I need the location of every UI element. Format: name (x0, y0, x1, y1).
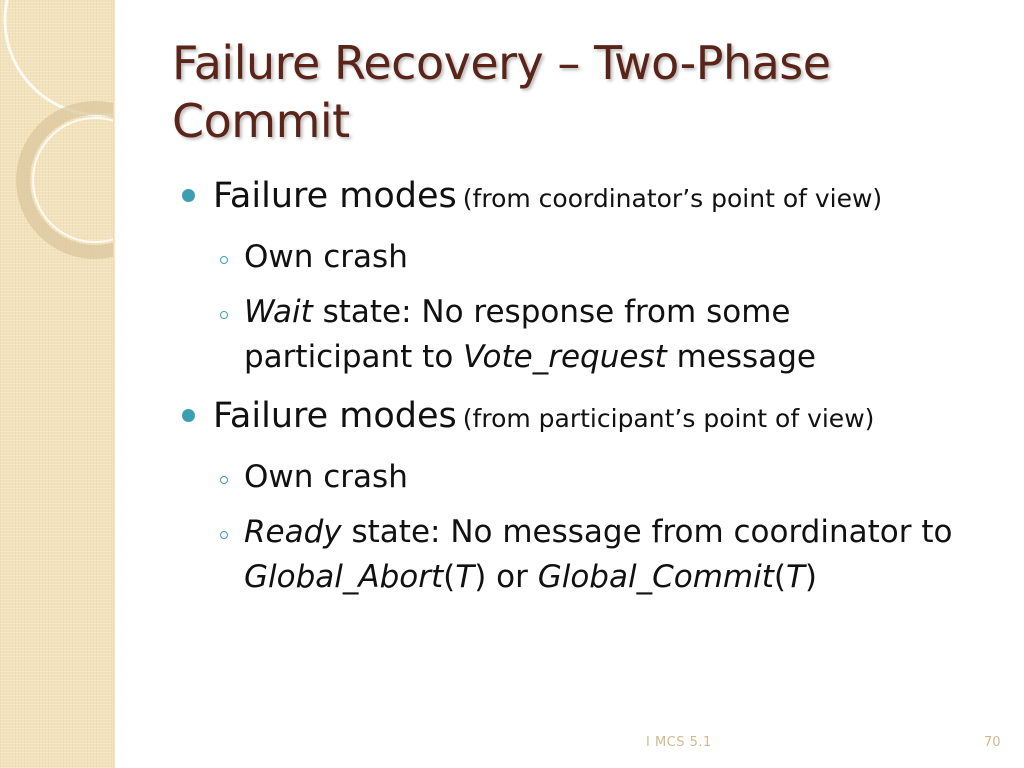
bullet-paren: (from participant’s point of view) (462, 404, 875, 433)
subitem-text: Own crash (244, 239, 408, 275)
subitem-text: state: No message from coordinator to (341, 514, 953, 550)
global-commit: Global_Commit (537, 559, 774, 595)
subitem-italic: Ready (244, 514, 342, 550)
subitem-text: Own crash (244, 459, 408, 495)
bullet-coordinator (178, 170, 998, 225)
subitem-own-crash (178, 235, 998, 280)
paren-open: ( (773, 559, 786, 595)
subitem-line2-post: message (666, 339, 816, 375)
sidebar-circles-decoration (0, 0, 113, 768)
subitem-wait-state (178, 290, 998, 380)
var-t: T (785, 559, 805, 595)
sub-bullet-ring-icon (220, 531, 228, 539)
footer-course-label: I MCS 5.1 (646, 735, 712, 750)
sidebar-edge (113, 0, 116, 768)
sub-bullet-ring-icon (220, 311, 228, 319)
bullet-paren: (from coordinator’s point of view) (462, 184, 883, 213)
bullet-dot-icon (182, 409, 195, 422)
paren-open: ( (443, 559, 456, 595)
paren-close: ) (804, 559, 818, 595)
decorative-sidebar (0, 0, 113, 768)
var-t: T (455, 559, 475, 595)
slide-title (172, 34, 992, 150)
sub-bullet-ring-icon (220, 476, 228, 484)
bullet-text: Failure modes (213, 176, 457, 216)
subitem-text: state: No response from some (312, 294, 791, 330)
bullet-dot-icon (182, 189, 195, 202)
title-line-2: Commit (172, 94, 350, 148)
subitem-line2-italic: Vote_request (463, 339, 667, 375)
bullet-text: Failure modes (213, 396, 457, 436)
subitem-ready-state (178, 510, 998, 600)
sub-bullet-ring-icon (220, 256, 228, 264)
title-line-1: Failure Recovery – Two-Phase (172, 36, 831, 90)
paren-close-or: ) or (474, 559, 538, 595)
slide-body (178, 170, 998, 600)
subitem-line2-pre: participant to (244, 339, 464, 375)
bullet-participant (178, 390, 998, 445)
global-abort: Global_Abort (244, 559, 444, 595)
subitem-italic: Wait (244, 294, 313, 330)
subitem-own-crash-2 (178, 455, 998, 500)
page-number: 70 (984, 735, 1001, 750)
